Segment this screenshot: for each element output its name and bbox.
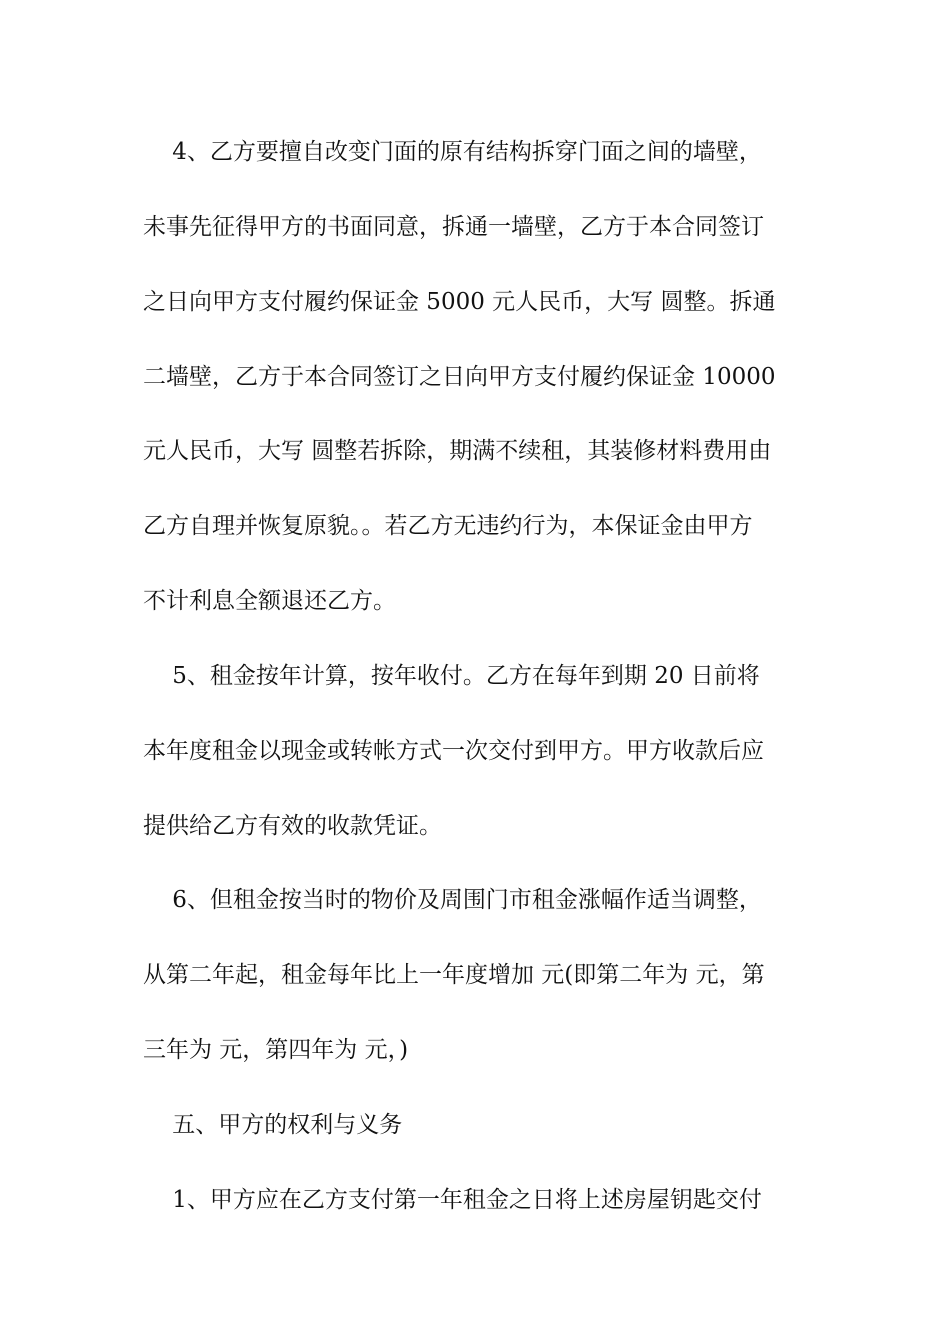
text-line: 从第二年起，租金每年比上一年度增加 元(即第二年为 元，第 [143, 962, 765, 988]
text-line: 4、乙方要擅自改变门面的原有结构拆穿门面之间的墙壁， [143, 139, 762, 165]
text-line: 二墙壁，乙方于本合同签订之日向甲方支付履约保证金 10000 [143, 364, 776, 390]
text-line: 五、甲方的权利与义务 [143, 1112, 403, 1138]
text-line: 元人民币，大写 圆整若拆除，期满不续租，其装修材料费用由 [143, 438, 772, 464]
text-line: 不计利息全额退还乙方。 [143, 588, 396, 614]
text-line: 未事先征得甲方的书面同意，拆通一墙壁，乙方于本合同签订 [143, 214, 764, 240]
text-line: 1、甲方应在乙方支付第一年租金之日将上述房屋钥匙交付 [143, 1187, 762, 1213]
text-line: 本年度租金以现金或转帐方式一次交付到甲方。甲方收款后应 [143, 738, 764, 764]
text-line: 之日向甲方支付履约保证金 5000 元人民币，大写 圆整。拆通 [143, 289, 776, 315]
text-line: 6、但租金按当时的物价及周围门市租金涨幅作适当调整， [143, 887, 762, 913]
text-line: 乙方自理并恢复原貌。。若乙方无违约行为，本保证金由甲方 [143, 513, 753, 539]
text-line: 提供给乙方有效的收款凭证。 [143, 813, 442, 839]
text-line: 5、租金按年计算，按年收付。乙方在每年到期 20 日前将 [143, 663, 760, 689]
text-line: 三年为 元，第四年为 元，) [143, 1037, 409, 1063]
